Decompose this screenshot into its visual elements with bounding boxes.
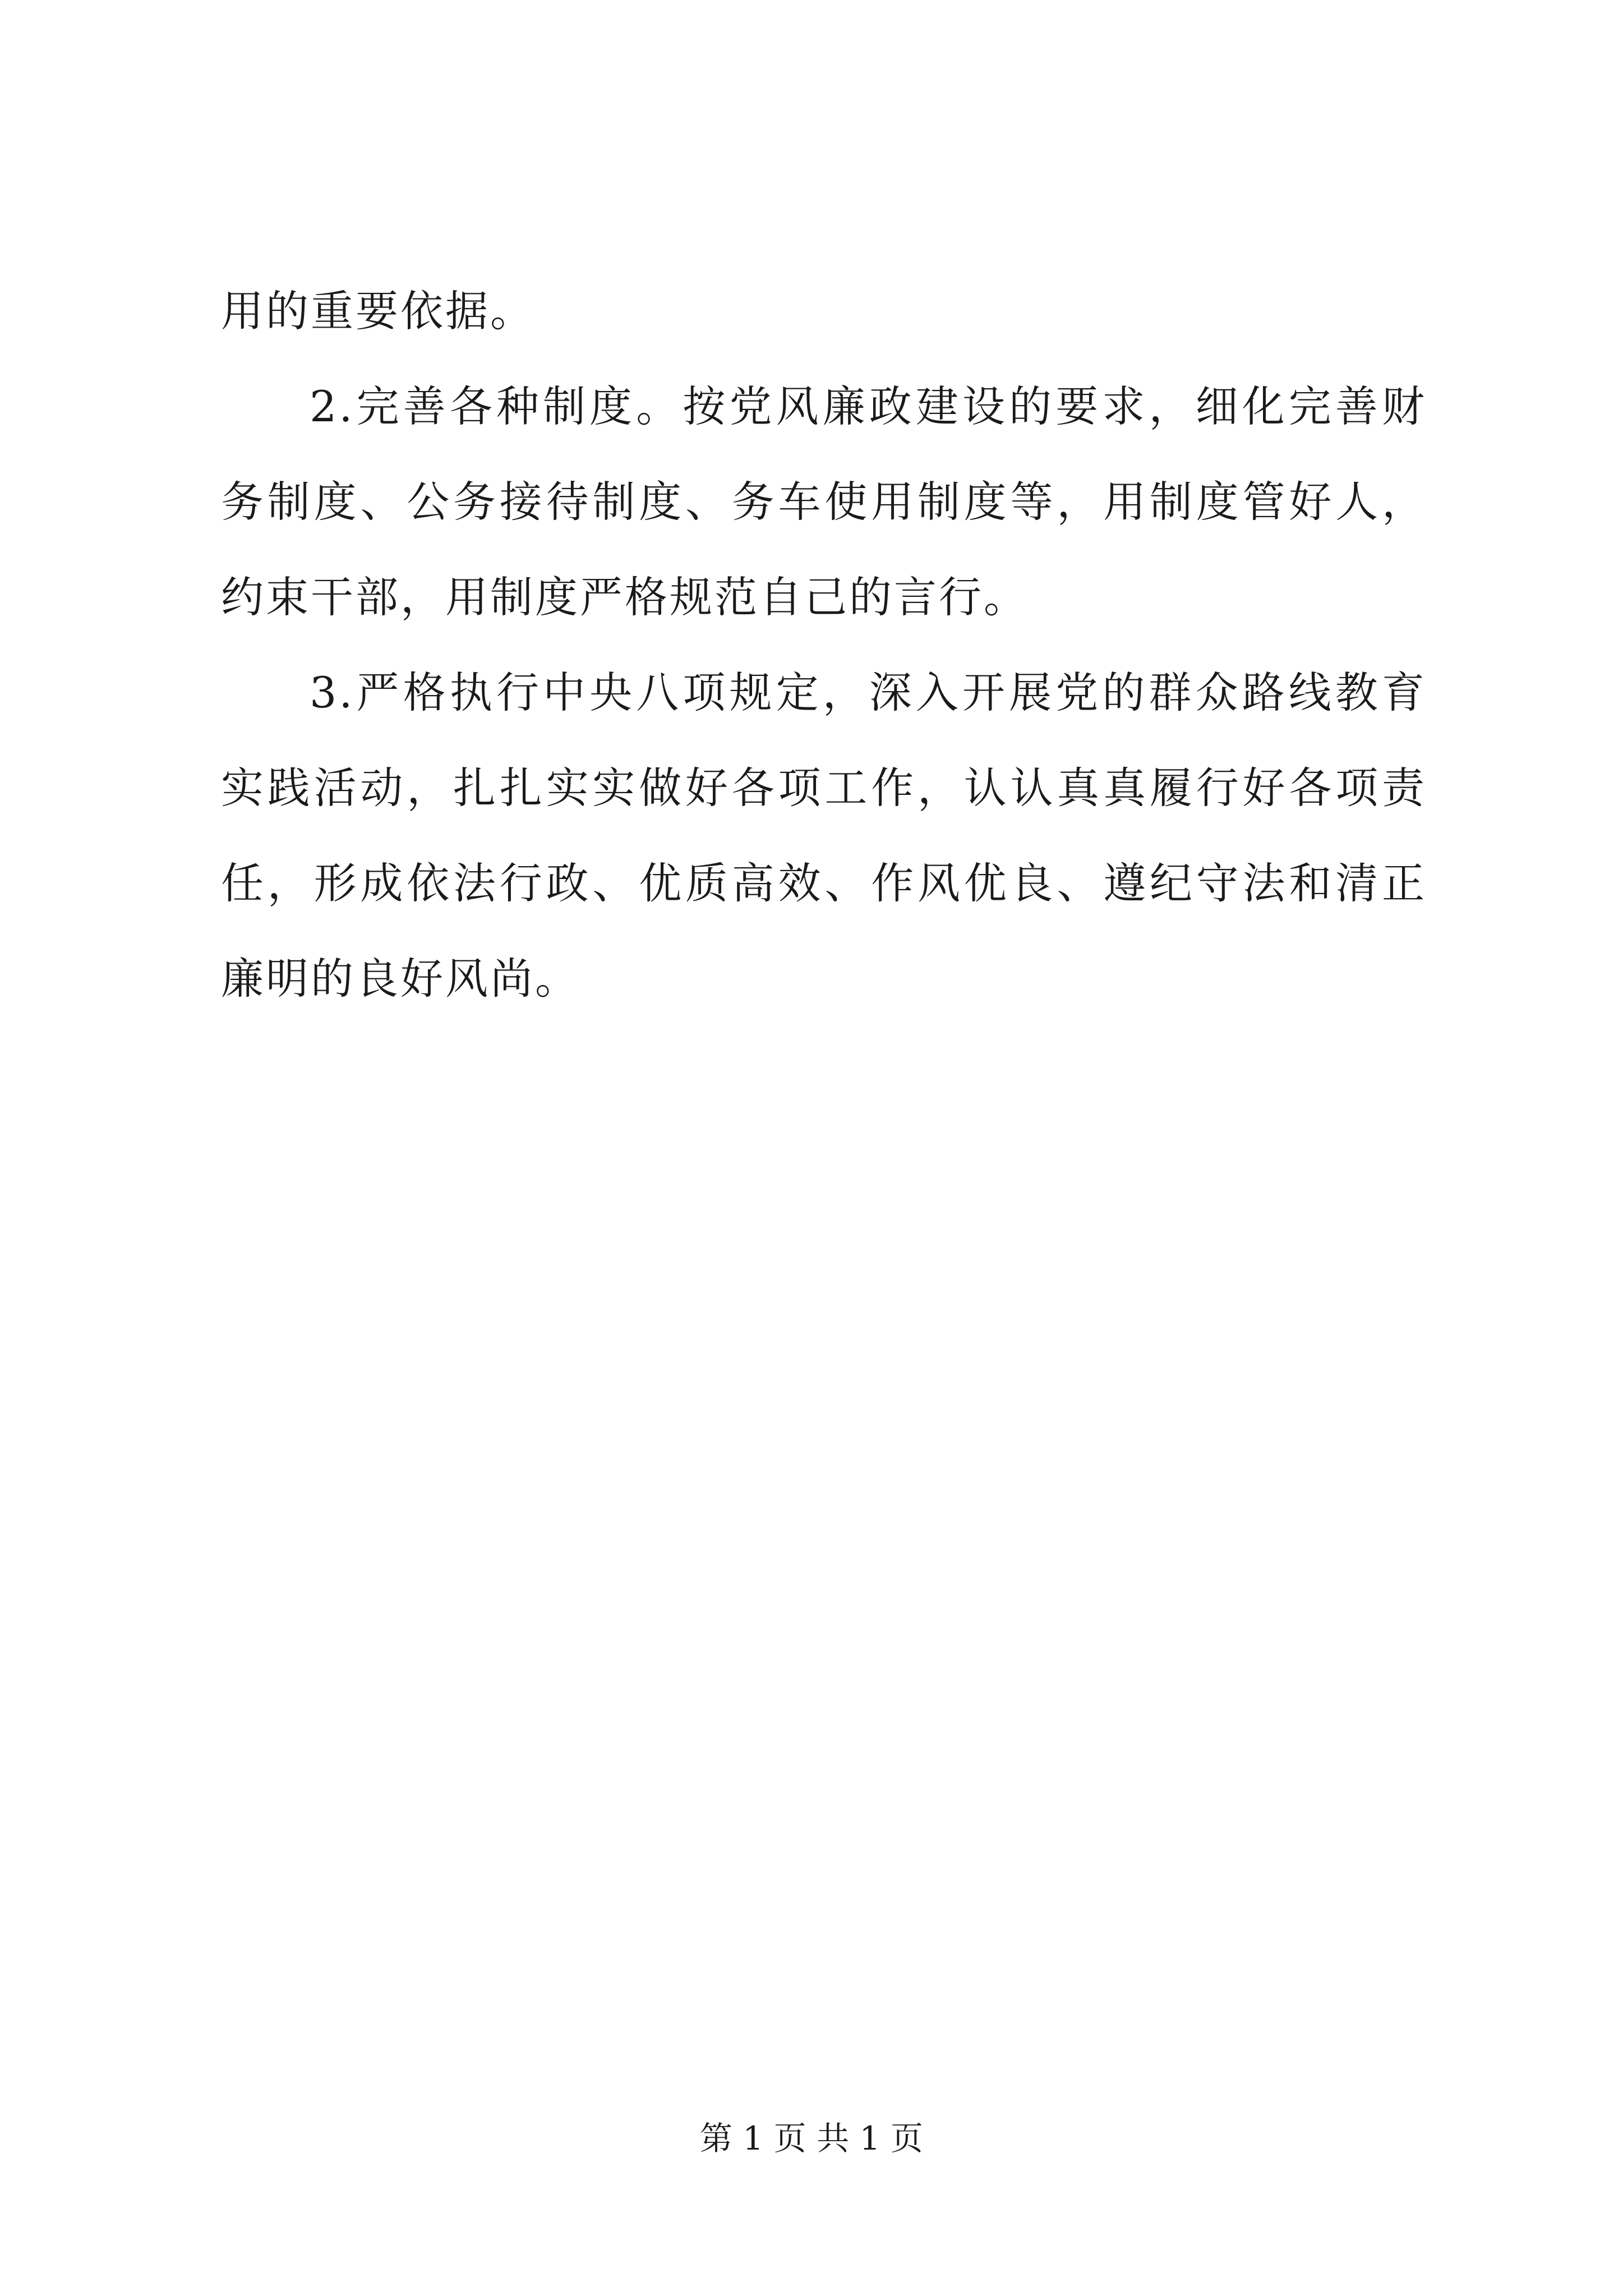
document-body — [221, 264, 1427, 1027]
page-footer: 第 1 页 共 1 页 — [700, 2119, 923, 2157]
paragraph-continuation: 用的重要依据。 — [221, 286, 535, 336]
paragraph-item-3: 3.严格执行中央八项规定，深入开展党的群众路线教育实践活动，扎扎实实做好各项工作，认认真真履行好各项责任，形成依法行政、优质高效、作风优良、遵纪守法和清正廉明的良好风尚。 — [221, 668, 1427, 1004]
paragraph-item-2: 2.完善各种制度。按党风廉政建设的要求，细化完善财务制度、公务接待制度、务车使用制度等，用制度管好人，约束干部，用制度严格规范自己的言行。 — [221, 381, 1427, 622]
